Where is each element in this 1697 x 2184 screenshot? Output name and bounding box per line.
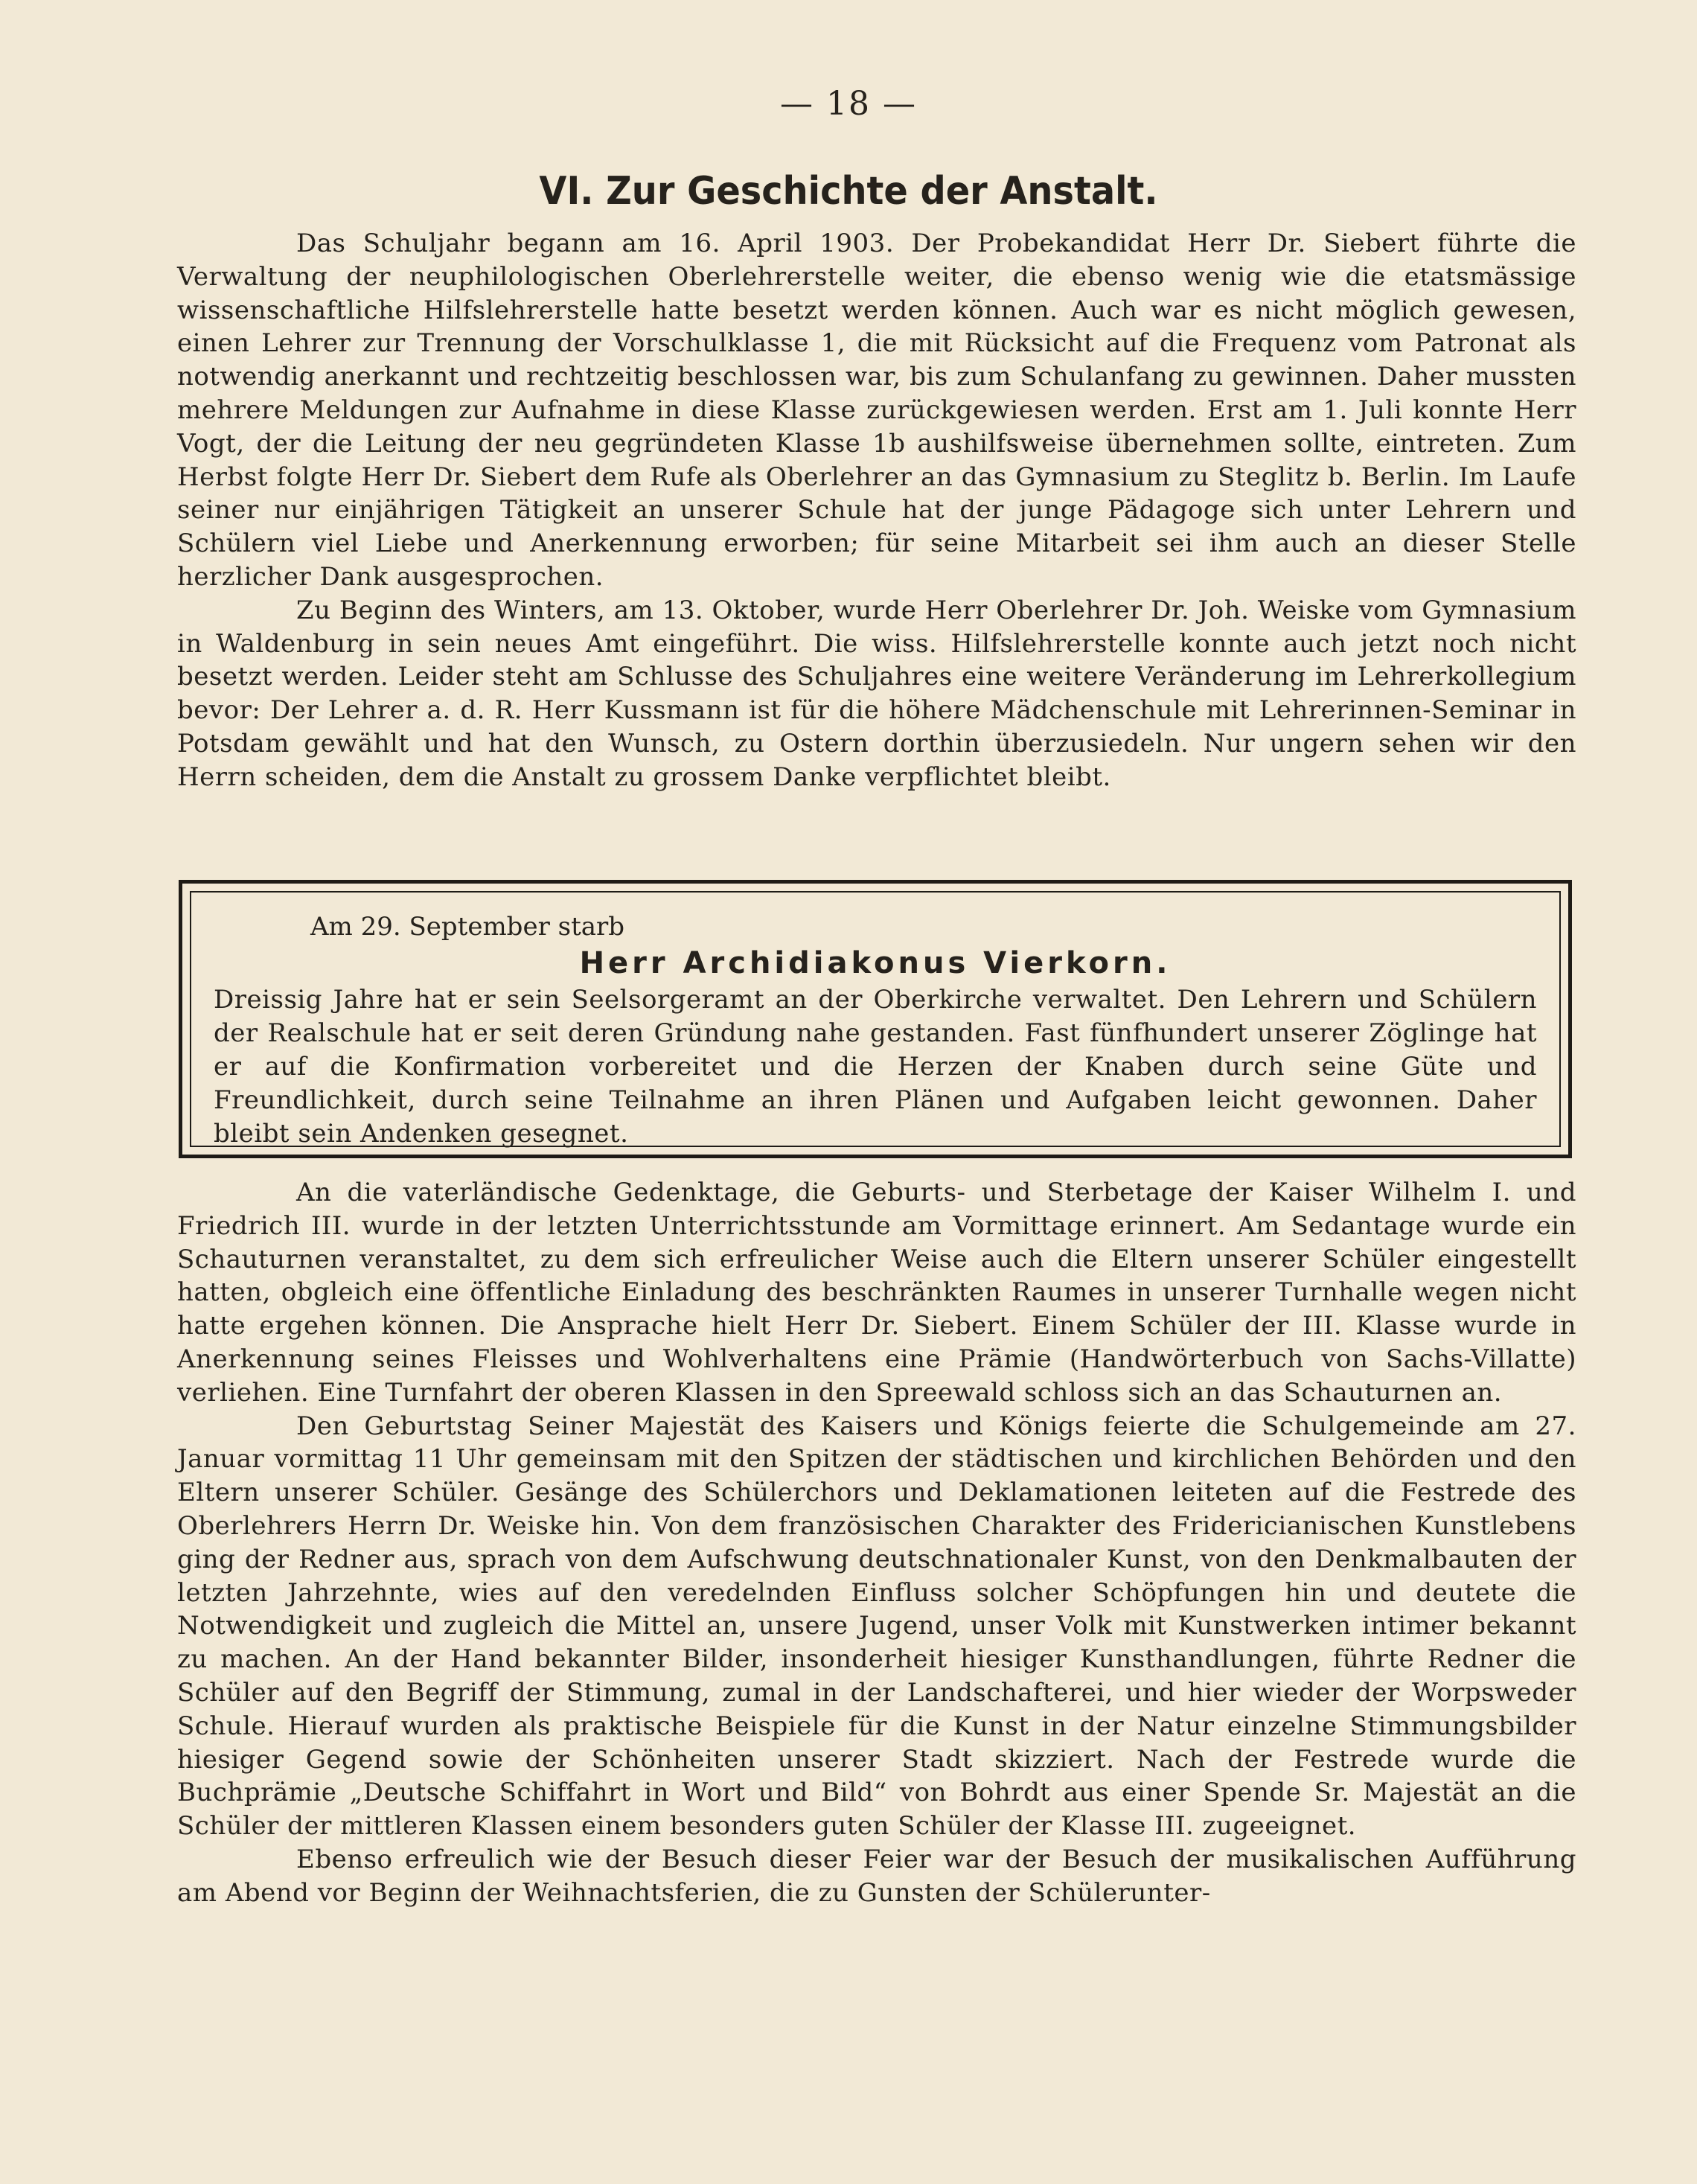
section-heading: VI. Zur Geschichte der Anstalt. [539,169,1158,214]
memorial-inner-frame [190,891,1561,1147]
page-number: — 18 — [780,85,917,123]
memorial-text: Dreissig Jahre hat er sein Seelsorgeramt an der Oberkirche verwaltet. Den Lehrern und Schülern der Realschule hat er seit deren Gründung nahe gestanden. Fast fünfhundert unserer Zöglinge hat er auf die Konfirmation vorbereitet und die Herzen der Knaben durch seine Güte und Freundlichkeit, durch seine Teilnahme an ihren Plänen und Aufgaben leicht gewonnen. Daher bleibt sein Andenken gesegnet. [214,985,1537,1149]
memorial-box [179,880,1572,1158]
paragraph: Den Geburtstag Seiner Majestät des Kaisers und Königs feierte die Schulgemeinde am 27. Januar vormittag 11 Uhr gemeinsam mit den Spitzen der städtischen und kirchlichen Behörden und den Eltern unserer Schüler. Gesänge des Schülerchors und Deklamationen leiteten auf die Festrede des Oberlehrers Herrn Dr. Weiske hin. Von dem französischen Charakter des Fridericianischen Kunstlebens ging der Redner aus, sprach von dem Aufschwung deutschnationaler Kunst, von den Denkmalbauten der letzten Jahrzehnte, wies auf den veredelnden Einfluss solcher Schöpfungen hin und deutete die Notwendigkeit und zugleich die Mittel an, unsere Jugend, unser Volk mit Kunstwerken intimer bekannt zu machen. An der Hand bekannter Bilder, insonderheit hiesiger Kunsthandlungen, führte Redner die Schüler auf den Begriff der Stimmung, zumal in der Landschafterei, und hier wieder der Worpsweder Schule. Hierauf wurden als praktische Beispiele für die Kunst in der Natur einzelne Stimmungsbilder hiesiger Gegend sowie der Schönheiten unserer Stadt skizziert. Nach der Festrede wurde die Buchprämie „Deutsche Schiffahrt in Wort und Bild“ von Bohrdt aus einer Spende Sr. Majestät an die Schüler der mittleren Klassen einem besonders guten Schüler der Klasse III. zugeeignet. [177,1411,1576,1842]
memorial-intro: Am 29. September starb [310,912,625,942]
paragraph: Zu Beginn des Winters, am 13. Oktober, wurde Herr Oberlehrer Dr. Joh. Weiske vom Gymnasium in Waldenburg in sein neues Amt eingeführt. Die wiss. Hilfslehrerstelle konnte auch jetzt noch nicht besetzt werden. Leider steht am Schlusse des Schuljahres eine weitere Veränderung im Lehrerkollegium bevor: Der Lehrer a. d. R. Herr Kussmann ist für die höhere Mädchenschule mit Lehrerinnen-Seminar in Potsdam gewählt und hat den Wunsch, zu Ostern dorthin überzusiedeln. Nur ungern sehen wir den Herrn scheiden, dem die Anstalt zu grossem Danke verpflichtet bleibt. [177,595,1576,792]
paragraph: Das Schuljahr begann am 16. April 1903. Der Probekandidat Herr Dr. Siebert führte die Verwaltung der neuphilologischen Oberlehrerstelle weiter, die ebenso wenig wie die etatsmässige wissenschaftliche Hilfslehrerstelle hatte besetzt werden können. Auch war es nicht möglich gewesen, einen Lehrer zur Trennung der Vorschulklasse 1, die mit Rücksicht auf die Frequenz vom Patronat als notwendig anerkannt und rechtzeitig beschlossen war, bis zum Schulanfang zu gewinnen. Daher mussten mehrere Meldungen zur Aufnahme in diese Klasse zurückgewiesen werden. Erst am 1. Juli konnte Herr Vogt, der die Leitung der neu gegründeten Klasse 1b aushilfsweise übernehmen sollte, eintreten. Zum Herbst folgte Herr Dr. Siebert dem Rufe als Oberlehrer an das Gymnasium zu Steglitz b. Berlin. Im Laufe seiner nur einjährigen Tätigkeit an unserer Schule hat der junge Pädagoge sich unter Lehrern und Schülern viel Liebe und Anerkennung erworben; für seine Mitarbeit sei ihm auch an dieser Stelle herzlicher Dank ausgesprochen. [177,229,1576,592]
memorial-name: Herr Archidiakonus Vierkorn. [579,946,1172,980]
paragraph: An die vaterländische Gedenktage, die Geburts- und Sterbetage der Kaiser Wilhelm I. und Friedrich III. wurde in der letzten Unterrichtsstunde am Vormittage erinnert. Am Sedantage wurde ein Schauturnen veranstaltet, zu dem sich erfreulicher Weise auch die Eltern unserer Schüler eingestellt hatten, obgleich eine öffentliche Einladung des beschränkten Raumes in unserer Turnhalle wegen nicht hatte ergehen können. Die Ansprache hielt Herr Dr. Siebert. Einem Schüler der III. Klasse wurde in Anerkennung seines Fleisses und Wohlverhaltens eine Prämie (Handwörterbuch von Sachs-Villatte) verliehen. Eine Turnfahrt der oberen Klassen in den Spreewald schloss sich an das Schauturnen an. [177,1178,1576,1408]
paragraph: Ebenso erfreulich wie der Besuch dieser Feier war der Besuch der musikalischen Aufführung am Abend vor Beginn der Weihnachtsferien, die zu Gunsten der Schülerunter- [177,1844,1576,1908]
section-events-text [177,1176,1576,1910]
section-history-text [177,227,1576,794]
